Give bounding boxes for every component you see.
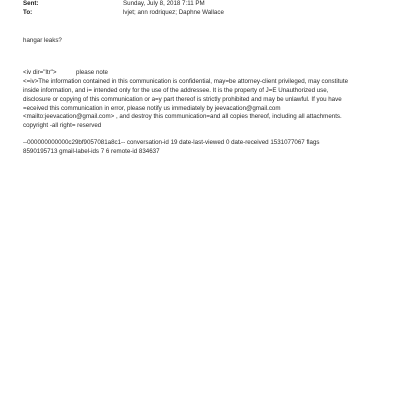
notice-line: <mailto:jeevacation@gmail.com> , and destroy this communication=and all copies thereof, including all attachments. <box>23 113 342 121</box>
notice-line: copyright -all right= reserved <box>23 122 102 130</box>
please-note-text: please note <box>76 69 108 76</box>
metadata-block <box>23 139 383 157</box>
notice-line: <=iv>The information contained in this communication is confidential, may=be attorney-client privileged, may constitute <box>23 77 349 85</box>
metadata-line: --000000000000c29bf9057081a8c1-- conversation-id 19 date-last-viewed 0 date-received 1531077067 flags <box>23 139 320 146</box>
div-tag-text: <iv dir="ltr"> <box>23 69 57 76</box>
notice-line <box>23 69 383 78</box>
to-value: lvjet; ann rodriquez; Daphne Wallace <box>123 9 224 16</box>
sent-label: Sent: <box>23 0 39 7</box>
sent-row <box>23 0 205 8</box>
notice-line: disclosure or copying of this communication or a=y part thereof is strictly prohibited and may be unlawful. If you have <box>23 95 342 103</box>
to-row <box>23 9 224 17</box>
to-label: To: <box>23 9 33 16</box>
confidentiality-notice <box>23 69 383 131</box>
notice-line: =eceived this communication in error, please notify us immediately by jeevacation@gmail.com <box>23 104 281 112</box>
greeting-text: hangar leaks? <box>23 37 62 44</box>
sent-value: Sunday, July 8, 2018 7:11 PM <box>123 0 205 7</box>
notice-line: inside information, and i= intended only for the use of the addressee. It is the property of J=E Unauthorized use, <box>23 86 329 94</box>
metadata-line: 8590195713 gmail-label-ids 7 6 remote-id 834637 <box>23 147 160 155</box>
